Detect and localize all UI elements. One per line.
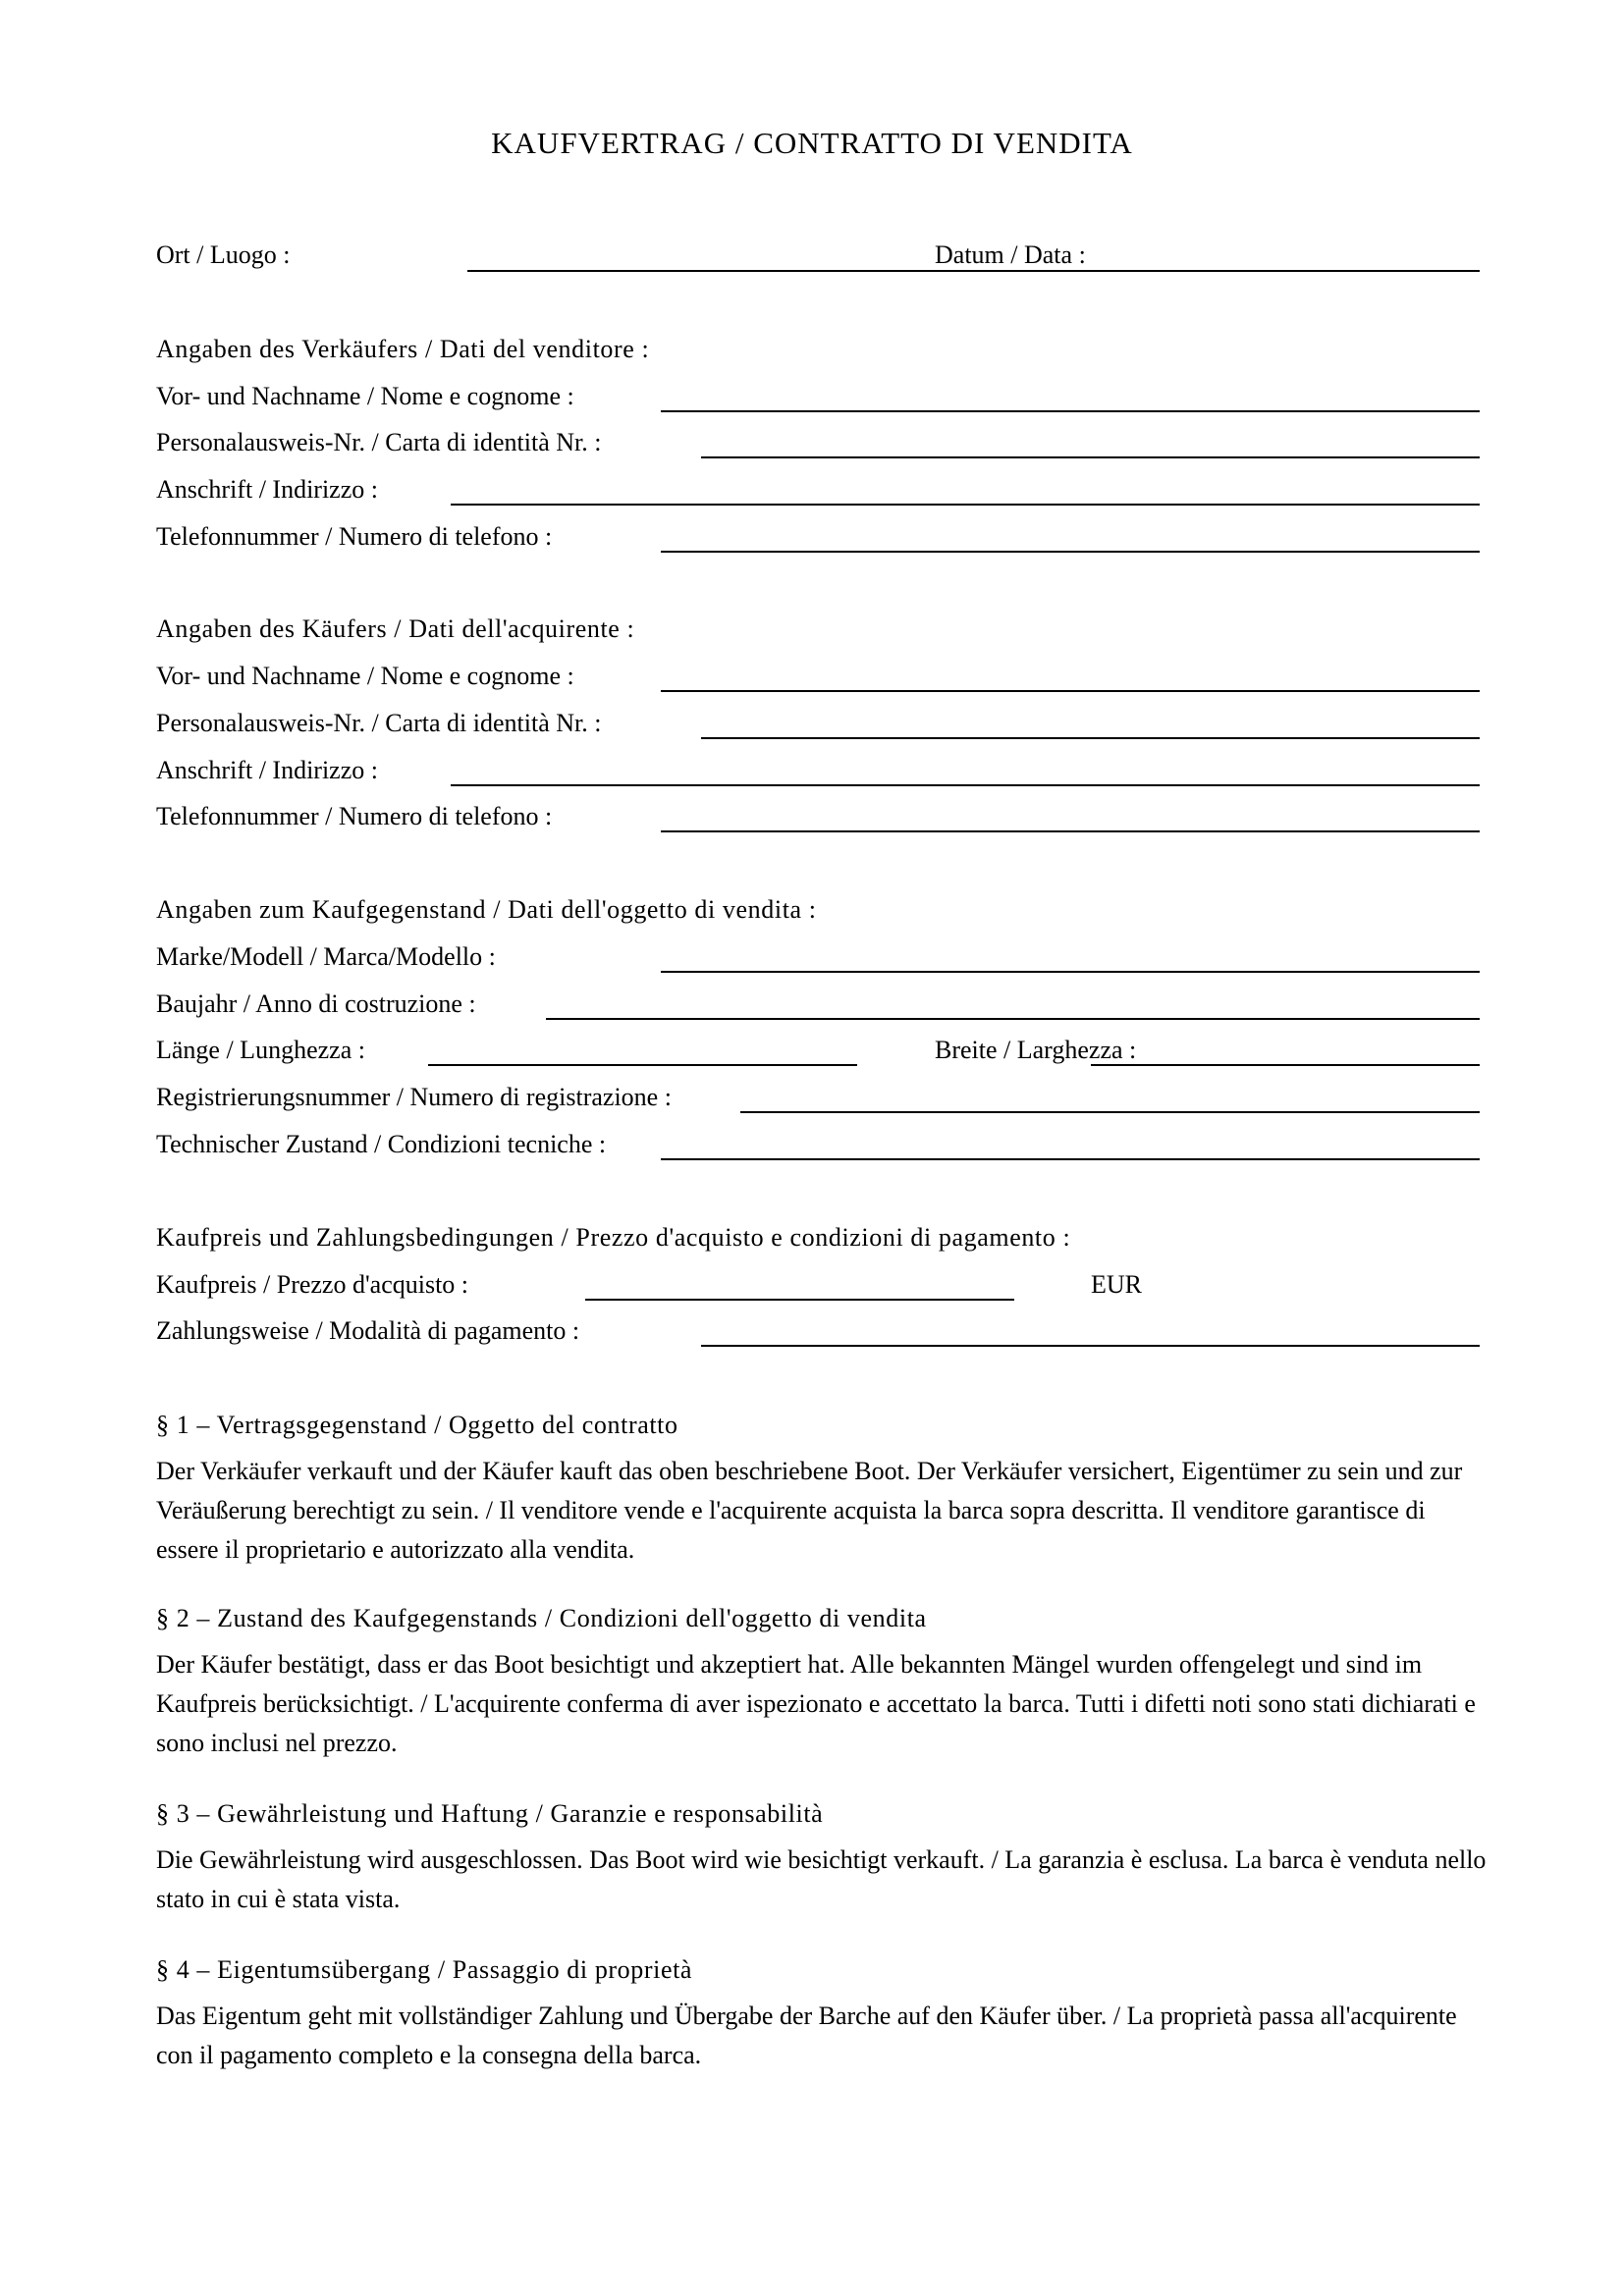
registration-label: Registrierungsnummer / Numero di registrazione :	[156, 1083, 672, 1111]
clause-4-text: Das Eigentum geht mit vollständiger Zahlung und Übergabe der Barche auf den Käufer über. / La proprietà passa all'acquirente con il pagamento completo e la consegna della barca.	[156, 2002, 1457, 2069]
buyer-id-label: Personalausweis-Nr. / Carta di identità Nr. :	[156, 709, 602, 737]
buyer-phone-label: Telefonnummer / Numero di telefono :	[156, 802, 553, 830]
seller-section-heading: Angaben des Verkäufers / Dati del venditore :	[156, 335, 650, 363]
width-field[interactable]	[1091, 1064, 1480, 1066]
condition-label: Technischer Zustand / Condizioni tecniche :	[156, 1130, 607, 1158]
clause-4-heading: § 4 – Eigentumsübergang / Passaggio di proprietà	[156, 1955, 693, 1984]
seller-phone-label: Telefonnummer / Numero di telefono :	[156, 522, 553, 551]
clause-1-text: Der Verkäufer verkauft und der Käufer kauft das oben beschriebene Boot. Der Verkäufer versichert, Eigentümer zu sein und zur Veräußerung berechtigt zu sein. / Il venditore vende e l'acquirente acquista la barca sopra descritta. Il venditore garantisce di essere il proprietario e autorizzato alla vendita.	[156, 1457, 1463, 1564]
date-label: Datum / Data :	[935, 240, 1086, 269]
place-date-field-line[interactable]	[467, 270, 1480, 272]
currency-label: EUR	[1091, 1270, 1142, 1299]
payment-label: Zahlungsweise / Modalità di pagamento :	[156, 1316, 580, 1345]
model-label: Marke/Modell / Marca/Modello :	[156, 942, 496, 971]
seller-name-field[interactable]	[661, 410, 1480, 412]
width-label: Breite / Larghezza :	[935, 1036, 1137, 1064]
buyer-address-field[interactable]	[451, 784, 1480, 786]
seller-id-label: Personalausweis-Nr. / Carta di identità Nr. :	[156, 428, 602, 456]
seller-phone-field[interactable]	[661, 551, 1480, 553]
seller-name-label: Vor- und Nachname / Nome e cognome :	[156, 382, 574, 410]
seller-id-field[interactable]	[701, 456, 1480, 458]
buyer-name-label: Vor- und Nachname / Nome e cognome :	[156, 662, 574, 690]
clause-2-heading: § 2 – Zustand des Kaufgegenstands / Condizioni dell'oggetto di vendita	[156, 1604, 927, 1632]
object-section-heading: Angaben zum Kaufgegenstand / Dati dell'oggetto di vendita :	[156, 895, 817, 924]
condition-field[interactable]	[661, 1158, 1480, 1160]
clause-3-text: Die Gewährleistung wird ausgeschlossen. Das Boot wird wie besichtigt verkauft. / La garanzia è esclusa. La barca è venduta nello stato in cui è stata vista.	[156, 1845, 1487, 1913]
buyer-address-label: Anschrift / Indirizzo :	[156, 756, 378, 784]
clause-1-heading: § 1 – Vertragsgegenstand / Oggetto del contratto	[156, 1411, 678, 1439]
length-label: Länge / Lunghezza :	[156, 1036, 365, 1064]
length-field[interactable]	[428, 1064, 857, 1066]
price-field[interactable]	[585, 1299, 1014, 1301]
year-field[interactable]	[546, 1018, 1480, 1020]
payment-field[interactable]	[701, 1345, 1480, 1347]
clause-2-text: Der Käufer bestätigt, dass er das Boot besichtigt und akzeptiert hat. Alle bekannten Mängel wurden offengelegt und sind im Kaufpreis berücksichtigt. / L'acquirente conferma di aver ispezionato e accettato la barca. Tutti i difetti noti sono stati dichiarati e sono inclusi nel prezzo.	[156, 1650, 1476, 1757]
buyer-id-field[interactable]	[701, 737, 1480, 739]
buyer-section-heading: Angaben des Käufers / Dati dell'acquirente :	[156, 614, 635, 643]
seller-address-field[interactable]	[451, 504, 1480, 506]
buyer-name-field[interactable]	[661, 690, 1480, 692]
price-section-heading: Kaufpreis und Zahlungsbedingungen / Prezzo d'acquisto e condizioni di pagamento :	[156, 1223, 1071, 1252]
registration-field[interactable]	[740, 1111, 1480, 1113]
clause-3-heading: § 3 – Gewährleistung und Haftung / Garanzie e responsabilità	[156, 1799, 824, 1828]
model-field[interactable]	[661, 971, 1480, 973]
document-title: KAUFVERTRAG / CONTRATTO DI VENDITA	[491, 126, 1133, 160]
price-label: Kaufpreis / Prezzo d'acquisto :	[156, 1270, 469, 1299]
buyer-phone-field[interactable]	[661, 830, 1480, 832]
year-label: Baujahr / Anno di costruzione :	[156, 989, 476, 1018]
seller-address-label: Anschrift / Indirizzo :	[156, 475, 378, 504]
place-label: Ort / Luogo :	[156, 240, 291, 269]
